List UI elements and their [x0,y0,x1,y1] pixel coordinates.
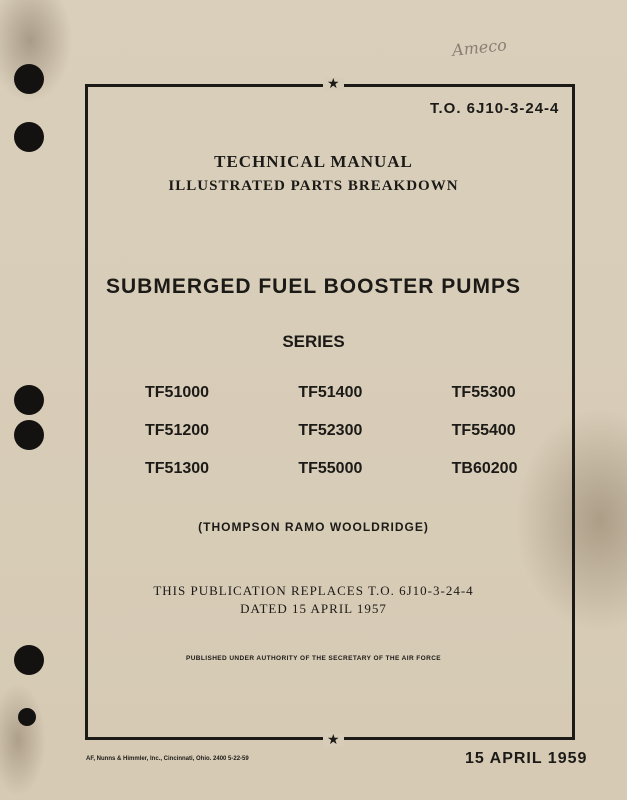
binder-hole [18,708,36,726]
model-number: TF51200 [145,422,210,439]
document-number: T.O. 6J10-3-24-4 [430,100,560,117]
model-number: TF55400 [451,422,516,439]
binder-hole [14,385,44,415]
model-number: TB60200 [451,460,518,477]
star-icon: ★ [323,733,344,747]
manual-subtitle: ILLUSTRATED PARTS BREAKDOWN [168,178,459,194]
model-number: TF55300 [451,384,516,401]
series-label: SERIES [282,332,345,351]
model-number: TF52300 [298,422,363,439]
publication-date: 15 APRIL 1959 [465,750,588,767]
page-title: SUBMERGED FUEL BOOSTER PUMPS [106,275,521,298]
handwritten-note: Ameco [451,35,508,60]
printer-imprint: AF, Nunns & Himmler, Inc., Cincinnati, Ohio. 2400 5-22-59 [86,756,249,762]
manufacturer: (THOMPSON RAMO WOOLDRIDGE) [198,520,429,534]
binder-hole [14,64,44,94]
manual-type: TECHNICAL MANUAL [214,152,413,171]
model-number: TF51000 [145,384,210,401]
model-list [125,384,525,478]
model-number: TF55000 [298,460,363,477]
binder-hole [14,420,44,450]
authority-statement: PUBLISHED UNDER AUTHORITY OF THE SECRETARY OF THE AIR FORCE [185,655,442,662]
supersedes-notice: THIS PUBLICATION REPLACES T.O. 6J10-3-24-4 [153,583,474,598]
model-number: TF51400 [298,384,363,401]
supersedes-date: DATED 15 APRIL 1957 [240,601,387,616]
binder-hole [14,122,44,152]
model-number: TF51300 [145,460,210,477]
star-icon: ★ [323,77,344,91]
